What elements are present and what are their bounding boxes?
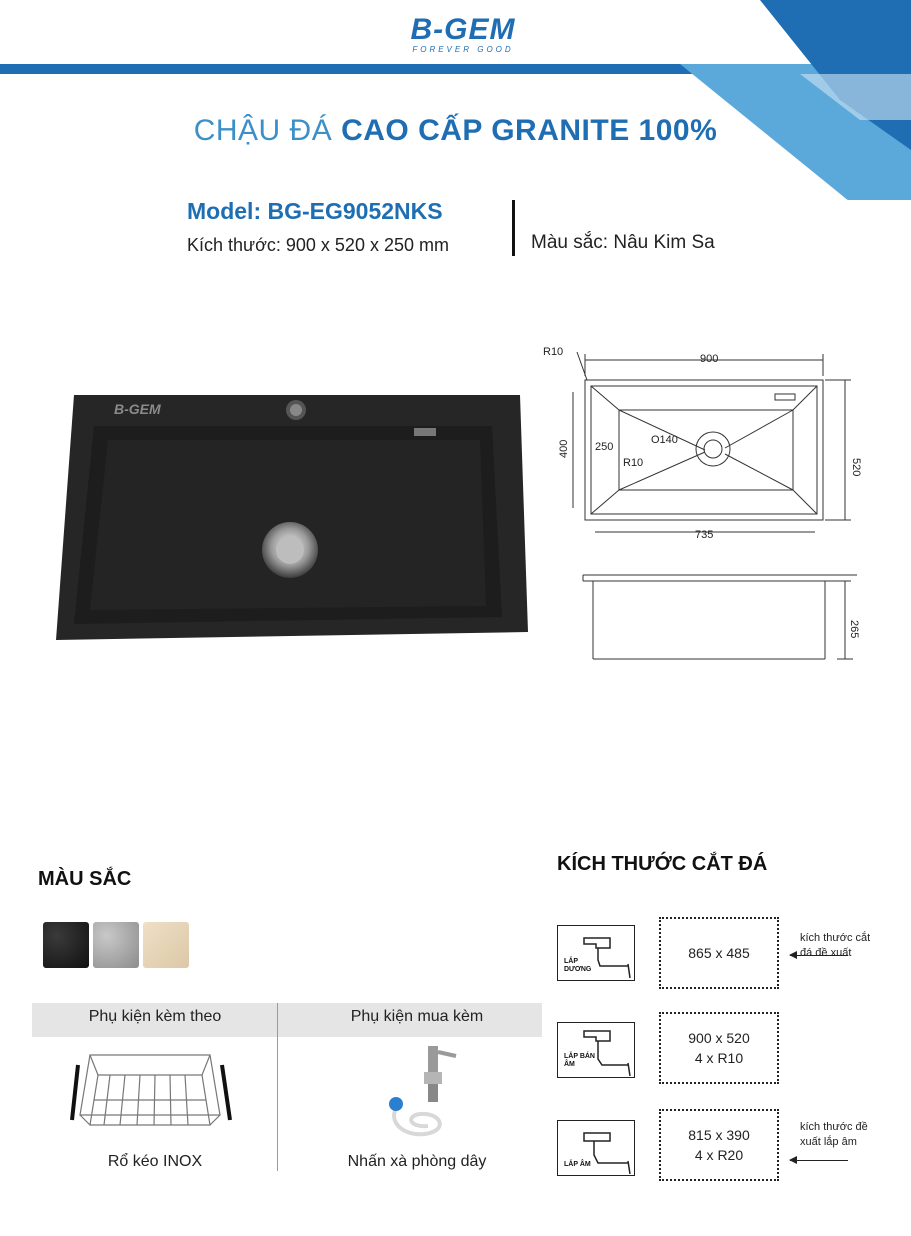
dim-inner-width: 735 <box>695 529 714 541</box>
colors-heading: MÀU SẮC <box>38 868 132 890</box>
title-light: CHẬU ĐÁ <box>193 114 342 147</box>
dim-width: 900 <box>700 353 719 365</box>
cut-radius-2: 4 x R10 <box>694 1050 744 1066</box>
install-label-overmount: LẮP DƯƠNG <box>564 958 592 973</box>
photo-logo: B-GEM <box>114 401 161 417</box>
side-view-drawing <box>575 565 865 665</box>
dim-radius: R10 <box>543 346 564 358</box>
dim-offset: 250 <box>595 441 614 453</box>
note-arrow-3 <box>790 1160 848 1161</box>
install-label-semi-undermount: LẮP BÁN ÂM <box>564 1053 595 1068</box>
dim-height: 520 <box>850 458 862 477</box>
title-bold: CAO CẤP GRANITE 100% <box>341 114 718 147</box>
product-size: Kích thước: 900 x 520 x 250 mm <box>187 235 449 255</box>
dim-inner-radius: R10 <box>623 457 644 469</box>
install-diagram-overmount <box>557 925 635 981</box>
color-swatch-cream <box>143 922 189 968</box>
product-color: Màu sắc: Nâu Kim Sa <box>531 232 715 253</box>
included-item-label: Rổ kéo INOX <box>107 1153 203 1170</box>
basket-image <box>70 1045 235 1140</box>
cut-size-box-3 <box>659 1109 779 1181</box>
brand-logo <box>388 14 538 54</box>
dim-inner-depth: 400 <box>558 439 570 458</box>
cut-sizes-heading: KÍCH THƯỚC CẮT ĐÁ <box>557 853 768 875</box>
install-diagram-semi-undermount <box>557 1022 635 1078</box>
cut-note-1: kích thước cắt đá đề xuất <box>800 932 871 959</box>
sink-photo <box>52 392 532 642</box>
cut-size-3: 815 x 390 <box>688 1127 750 1143</box>
logo-text: B-GEM <box>410 13 516 46</box>
install-diagram-undermount <box>557 1120 635 1176</box>
cut-size-2: 900 x 520 <box>688 1030 750 1046</box>
optional-item-label: Nhấn xà phòng dây <box>347 1153 487 1170</box>
cut-note-3: kích thước đề xuất lắp âm <box>800 1121 868 1148</box>
dim-depth: 265 <box>848 620 860 639</box>
divider <box>512 200 515 256</box>
accessories-divider <box>277 1003 278 1171</box>
top-view-drawing <box>535 340 865 550</box>
dim-drain: O140 <box>651 434 678 446</box>
product-model: Model: BG-EG9052NKS <box>187 198 443 224</box>
logo-tagline: FOREVER GOOD <box>412 45 514 54</box>
page-title <box>0 114 911 148</box>
included-accessories-header: Phụ kiện kèm theo <box>88 1008 222 1025</box>
install-label-undermount: LẮP ÂM <box>564 1161 591 1168</box>
cut-size-box-1 <box>659 917 779 989</box>
color-swatch-black <box>43 922 89 968</box>
optional-accessories-header: Phụ kiện mua kèm <box>350 1008 484 1025</box>
cut-radius-3: 4 x R20 <box>694 1147 744 1163</box>
color-swatch-grey <box>93 922 139 968</box>
cut-size-box-2 <box>659 1012 779 1084</box>
cut-size-1: 865 x 485 <box>688 945 750 961</box>
soap-dispenser-image <box>380 1042 470 1147</box>
